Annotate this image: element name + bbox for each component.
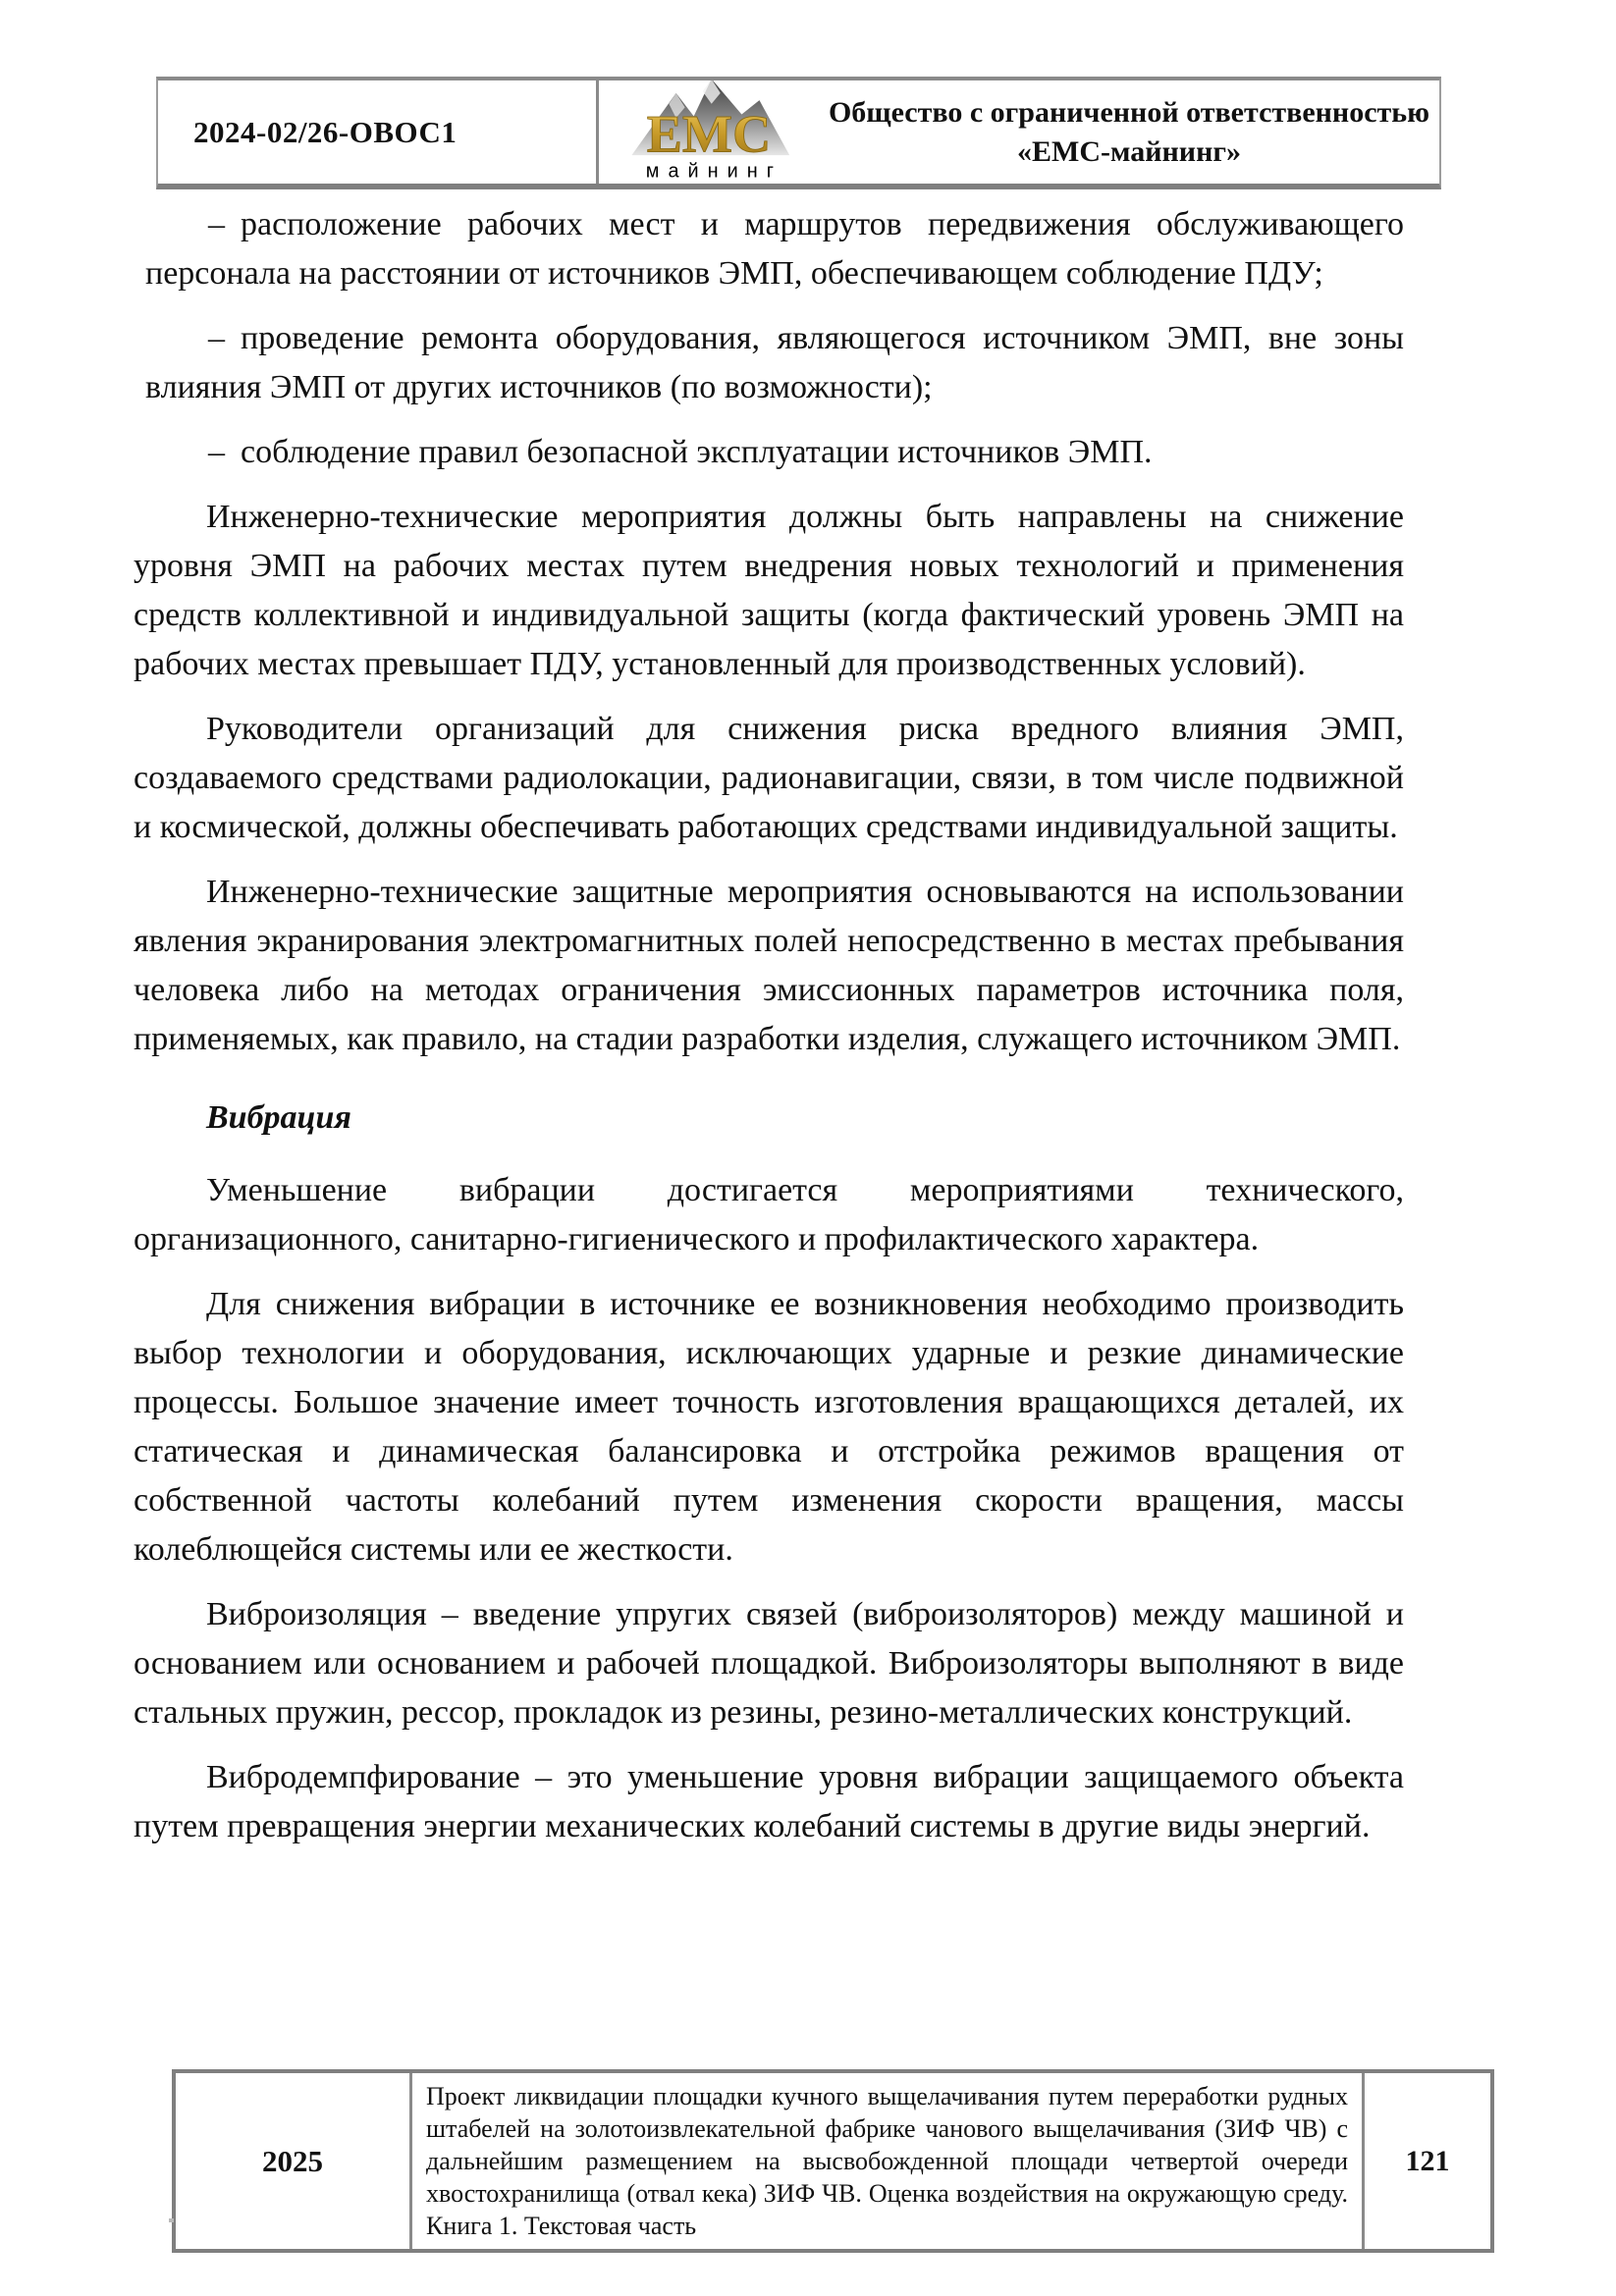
paragraph: Вибродемпфирование – это уменьшение уровня вибрации защищаемого объекта путем превращения энергии механических колебаний системы в другие виды энергий. xyxy=(134,1759,1404,1844)
paragraph: Руководители организаций для снижения риска вредного влияния ЭМП, создаваемого средствами радиолокации, радионавигации, связи, в том числе подвижной и космической, должны обеспечивать работающих средствами индивидуальной защиты. xyxy=(134,711,1404,845)
bullet-item xyxy=(134,314,1404,412)
bullet-text: расположение рабочих мест и маршрутов передвижения обслуживающего персонала на расстоянии от источников ЭМП, обеспечивающем соблюдение ПДУ; xyxy=(145,206,1404,292)
document-body xyxy=(134,200,1404,1867)
company-name-cell xyxy=(819,80,1439,184)
company-name-line1: Общество с ограниченной ответственностью xyxy=(828,95,1430,129)
section-heading: Вибрация xyxy=(206,1099,351,1136)
logo-cell xyxy=(599,80,819,184)
paragraph: Уменьшение вибрации достигается мероприятиями технического, организационного, санитарно-гигиенического и профилактического характера. xyxy=(134,1172,1404,1257)
paragraph: Инженерно-технические мероприятия должны быть направлены на снижение уровня ЭМП на рабочих местах путем внедрения новых технологий и применения средств коллективной и индивидуальной защиты (когда фактический уровень ЭМП на рабочих местах превышает ПДУ, установленный для производственных условий). xyxy=(134,499,1404,682)
paragraph: Инженерно-технические защитные мероприятия основываются на использовании явления экранирования электромагнитных полей непосредственно в местах пребывания человека либо на методах ограничения эмиссионных параметров источника поля, применяемых, как правило, на стадии разработки изделия, служащего источником ЭМП. xyxy=(134,874,1404,1057)
bullet-text: проведение ремонта оборудования, являющегося источником ЭМП, вне зоны влияния ЭМП от других источников (по возможности); xyxy=(145,320,1404,405)
bullet-item xyxy=(134,428,1404,477)
footer-page-cell xyxy=(1362,2073,1490,2249)
bullet-marker: – xyxy=(208,434,225,470)
bullet-item xyxy=(134,200,1404,298)
bullet-text: соблюдение правил безопасной эксплуатации источников ЭМП. xyxy=(241,434,1153,470)
header-table xyxy=(156,77,1441,189)
logo-mining-text: майнинг xyxy=(645,160,783,183)
footer-table xyxy=(172,2069,1494,2253)
company-logo-icon xyxy=(605,80,813,184)
footer-year-cell xyxy=(176,2073,412,2249)
stray-mark xyxy=(169,2218,174,2222)
bullet-marker: – xyxy=(208,206,225,242)
bullet-marker: – xyxy=(208,320,225,356)
doc-number: 2024-02/26-ОВОС1 xyxy=(193,114,458,149)
footer-project-cell xyxy=(412,2073,1362,2249)
logo-emc-text: ЕМС xyxy=(646,104,772,164)
footer-year: 2025 xyxy=(262,2143,323,2178)
company-name-line2: «ЕМС-майнинг» xyxy=(1017,134,1241,168)
doc-number-cell xyxy=(158,80,599,184)
paragraph: Виброизоляция – введение упругих связей (виброизоляторов) между машиной и основанием или основанием и рабочей площадкой. Виброизоляторы выполняют в виде стальных пружин, рессор, прокладок из резины, резино-металлических конструкций. xyxy=(134,1596,1404,1731)
footer-project-title: Проект ликвидации площадки кучного выщелачивания путем переработки рудных штабелей на золотоизвлекательной фабрике чанового выщелачивания (ЗИФ ЧВ) с дальнейшим размещением на высвобожденной площади четвертой очереди хвостохранилища (отвал кека) ЗИФ ЧВ. Оценка воздействия на окружающую среду. Книга 1. Текстовая часть xyxy=(426,2082,1348,2240)
paragraph: Для снижения вибрации в источнике ее возникновения необходимо производить выбор технологии и оборудования, исключающих ударные и резкие динамические процессы. Большое значение имеет точность изготовления вращающихся деталей, их статическая и динамическая балансировка и отстройка режимов вращения от собственной частоты колебаний путем изменения скорости вращения, массы колеблющейся системы или ее жесткости. xyxy=(134,1286,1404,1568)
page-number: 121 xyxy=(1405,2144,1450,2177)
